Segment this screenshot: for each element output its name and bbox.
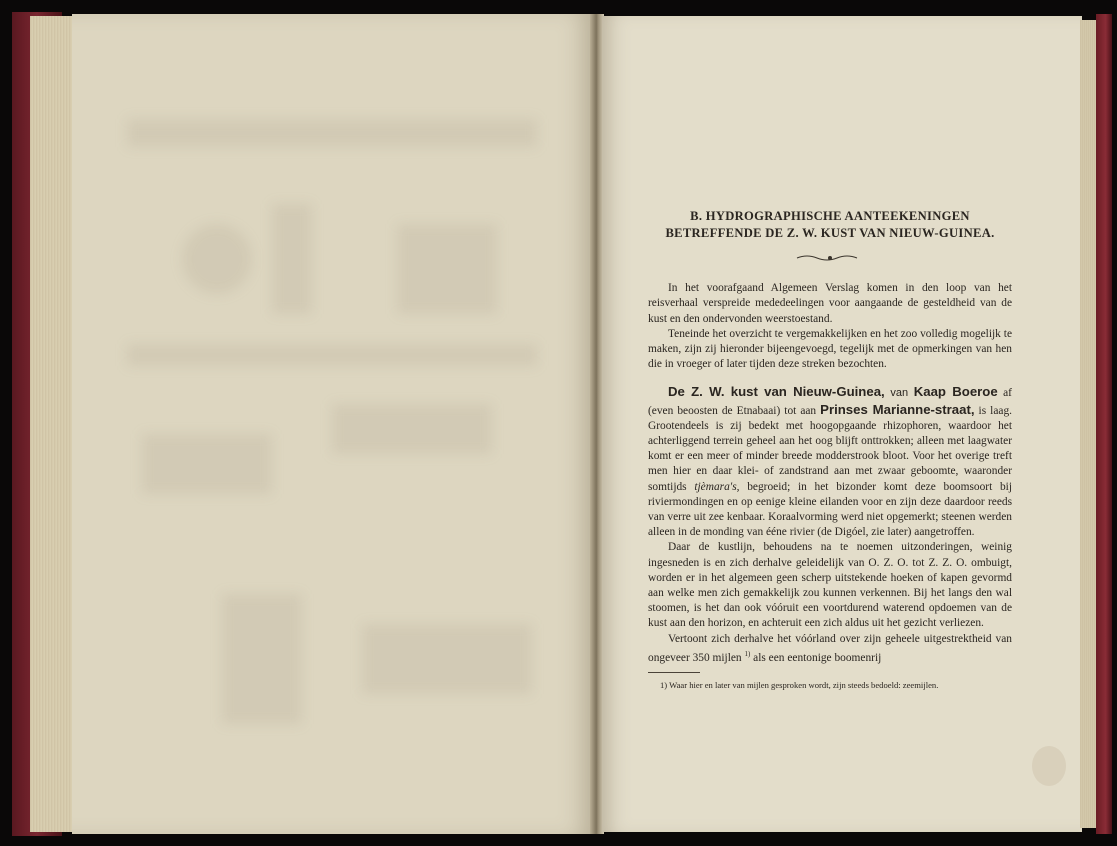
italic-term-tjemara: tjèmara's, [694, 480, 740, 493]
show-through-figure [332, 404, 492, 454]
show-through-figure [222, 594, 302, 724]
bold-term-kaap-boeroe: Kaap Boeroe [913, 384, 998, 400]
book-cover-right [1096, 14, 1112, 834]
open-book [12, 12, 1112, 836]
footnote: 1) Waar hier en later van mijlen gesproken wordt, zijn steeds bedoeld: zeemijlen. [660, 679, 939, 690]
show-through-figure [182, 224, 252, 294]
text-p3a: is laag. Grootendeels is zij bedekt met hoogopgaande rhizophoren, waardoor het achterliggend terrein geheel aan het oog blijft onttrokken; alleen met laagwater komt er een meer of minder breede modderstrook bloot. Voor het overige treft men hier en daar klei- of zandstrand aan met zwaar geboomte, waaronder somtijds [648, 404, 1012, 493]
text-p5: Vertoont zich derhalve het vóórland over zijn geheele uitgestrektheid van ongeveer 350 mijlen [648, 632, 1012, 664]
text-p5-end: als een eentonige boomenrij [750, 651, 882, 664]
text-p3b: begroeid; in het bizonder komt deze boomsoort bij riviermondingen en op eenige kleine eilanden voor en zijn deze daardoor reeds van verre uit zee kenbaar. Koraalvorming werd niet opgemerkt; steenen werden alleen in de monding van ééne rivier (de Digóel, zie later) aangetroffen. [648, 480, 1012, 539]
show-through-banner [127, 119, 537, 147]
paragraph-4: Daar de kustlijn, behoudens na te noemen uitzonderingen, weinig ingesneden is en zich derhalve geleidelijk van O. Z. O. tot Z. Z. O. ombuigt, worden er in het algemeen geen scherp uitstekende hoeken of kapen gevormd aan welke men zich gemakkelijk zou kunnen verkennen. Bij het langs den wal stoomen, is het dan ook vóóruit een voortdurend waterend opdoemen van de kust aan den horizon, en achteruit een zich aldus uit het gezicht verliezen. [648, 541, 1012, 630]
section-heading [648, 208, 1012, 242]
bold-term-coast: De Z. W. kust van Nieuw-Guinea, [668, 384, 885, 400]
heading-line-2: BETREFFENDE DE Z. W. KUST VAN NIEUW-GUINEA. [665, 226, 995, 240]
paragraph-1: In het voorafgaand Algemeen Verslag komen in den loop van het reisverhaal verspreide mededeelingen voor aangaande de gesteldheid van de kust en den ondervonden weerstoestand. [648, 282, 1012, 325]
show-through-figure [397, 224, 497, 314]
heading-line-1: B. HYDROGRAPHISCHE AANTEEKENINGEN [690, 209, 970, 223]
footnote-rule [648, 672, 700, 673]
text-mid: af (even beoosten de Etnabaai) tot aan [648, 387, 1012, 417]
show-through-figure [272, 204, 312, 314]
page-text [648, 208, 1012, 691]
paragraph-2: Teneinde het overzicht te vergemakkelijken en het zoo volledig mogelijk te maken, zijn zij hieronder bijeengevoegd, tegelijk met de opmerkingen van hen die in vroeger of later tijden deze streken bezochten. [648, 327, 1012, 371]
ornament-divider [648, 252, 1012, 267]
text-van: van [884, 387, 914, 400]
right-page [602, 16, 1082, 832]
paper-stain [1032, 746, 1066, 786]
left-page-blank [72, 14, 592, 834]
bold-term-prinses-marianne: Prinses Marianne-straat, [820, 401, 975, 417]
footnote-marker: 1) [744, 649, 751, 658]
show-through-figure [142, 434, 272, 494]
paragraph-5 [648, 632, 1012, 666]
paragraph-3 [648, 384, 1012, 540]
show-through-figure [362, 624, 532, 694]
ornament-flourish-icon [795, 254, 865, 262]
show-through-banner [127, 344, 537, 366]
